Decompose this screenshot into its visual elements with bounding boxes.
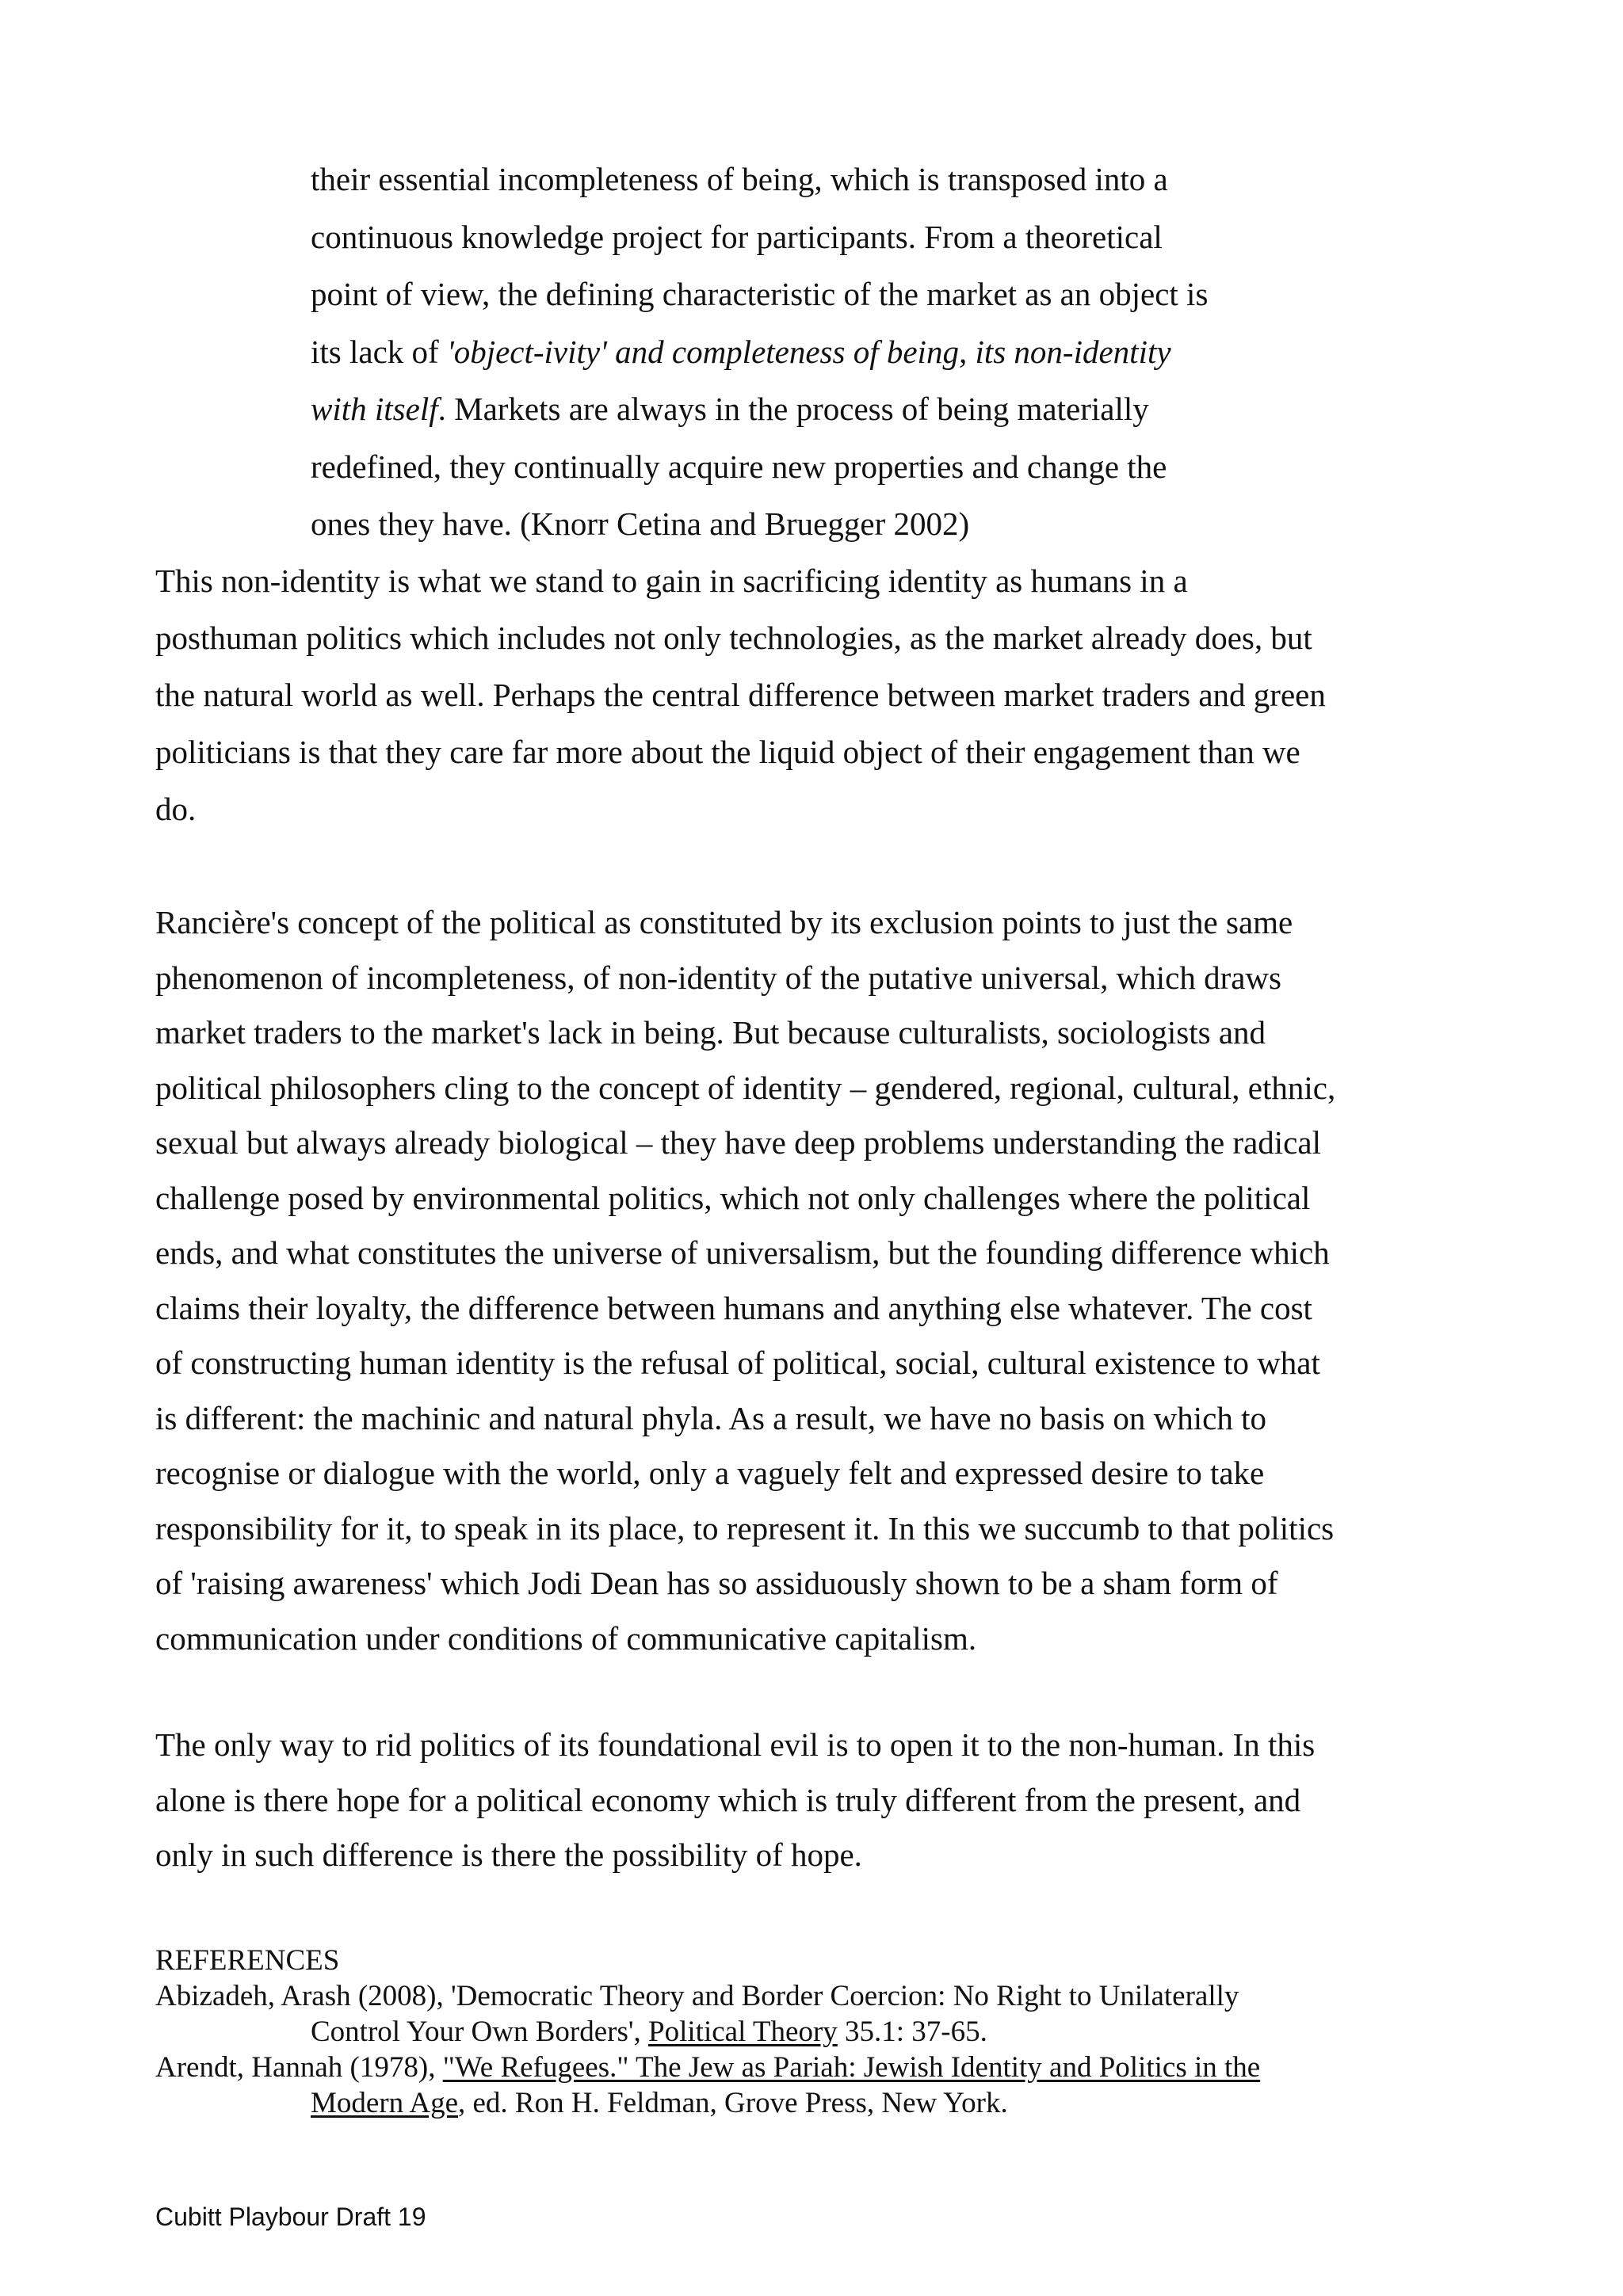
quote-line [311, 323, 1341, 381]
reference-text: , ed. Ron H. Feldman, Grove Press, New York. [458, 2087, 1008, 2119]
quote-text: its lack of [311, 333, 447, 370]
reference-book-title: Modern Age [311, 2087, 458, 2119]
paragraph-line: ends, and what constitutes the universe of universalism, but the founding difference which [155, 1234, 1330, 1271]
quote-line: continuous knowledge project for participants. From a theoretical [311, 218, 1163, 255]
paragraph-ranciere [155, 895, 1503, 1666]
paragraph-line: posthuman politics which includes not only technologies, as the market already does, but [155, 620, 1312, 656]
reference-text: Arendt, Hannah (1978), [155, 2051, 443, 2084]
quote-line: redefined, they continually acquire new properties and change the [311, 448, 1167, 485]
block-quote [311, 151, 1341, 553]
reference-entry [155, 2050, 1503, 2121]
references-section [155, 1943, 1503, 2121]
paragraph-line: Rancière's concept of the political as constituted by its exclusion points to just the same [155, 904, 1293, 940]
quote-line: their essential incompleteness of being, which is transposed into a [311, 161, 1168, 197]
paragraph-line: of constructing human identity is the refusal of political, social, cultural existence to what [155, 1344, 1320, 1381]
paragraph-line: of 'raising awareness' which Jodi Dean has so assiduously shown to be a sham form of [155, 1565, 1278, 1601]
paragraph-line: political philosophers cling to the concept of identity – gendered, regional, cultural, ethnic, [155, 1069, 1336, 1106]
paragraph-conclusion [155, 1718, 1503, 1883]
reference-text: Abizadeh, Arash (2008), 'Democratic Theory and Border Coercion: No Right to Unilaterally [155, 1980, 1239, 2012]
paragraph-line: challenge posed by environmental politics, which not only challenges where the political [155, 1179, 1311, 1216]
paragraph-line: communication under conditions of communicative capitalism. [155, 1619, 977, 1657]
paragraph-line: phenomenon of incompleteness, of non-identity of the putative universal, which draws [155, 959, 1281, 996]
paragraph-line: This non-identity is what we stand to gain in sacrificing identity as humans in a [155, 563, 1188, 599]
reference-journal-title: Political Theory [648, 2016, 838, 2048]
quote-line [311, 380, 1341, 438]
paragraph-line: only in such difference is there the possibility of hope. [155, 1836, 862, 1873]
reference-text: 35.1: 37-65. [837, 2016, 987, 2048]
paragraph-line: sexual but always already biological – they have deep problems understanding the radical [155, 1124, 1321, 1161]
paragraph-line: politicians is that they care far more about the liquid object of their engagement than we [155, 734, 1300, 770]
quote-text: . Markets are always in the process of being materially [437, 391, 1149, 427]
quote-italic-text: 'object-ivity' and completeness of being, its non-identity [446, 333, 1171, 370]
quote-line: point of view, the defining characteristic of the market as an object is [311, 276, 1209, 312]
paragraph-line: The only way to rid politics of its foundational evil is to open it to the non-human. In this [155, 1726, 1316, 1763]
paragraph-line: do. [155, 791, 197, 827]
paragraph-line: recognise or dialogue with the world, only a vaguely felt and expressed desire to take [155, 1455, 1265, 1491]
quote-line: ones they have. (Knorr Cetina and Bruegger 2002) [311, 505, 970, 542]
reference-text: Control Your Own Borders', [311, 2016, 649, 2048]
references-heading: REFERENCES [155, 1944, 340, 1977]
paragraph-line: is different: the machinic and natural phyla. As a result, we have no basis on which to [155, 1399, 1266, 1436]
paragraph-non-identity [155, 552, 1503, 837]
paragraph-line: claims their loyalty, the difference between humans and anything else whatever. The cost [155, 1289, 1312, 1326]
reference-entry [155, 1978, 1503, 2050]
reference-book-title: "We Refugees." The Jew as Pariah: Jewish Identity and Politics in the [442, 2051, 1261, 2084]
page-footer: Cubitt Playbour Draft 19 [155, 2203, 426, 2231]
paragraph-line: responsibility for it, to speak in its place, to represent it. In this we succumb to that politics [155, 1509, 1335, 1547]
paragraph-line: the natural world as well. Perhaps the central difference between market traders and green [155, 677, 1326, 713]
paragraph-line: market traders to the market's lack in being. But because culturalists, sociologists and [155, 1014, 1266, 1051]
quote-italic-text: with itself [311, 391, 438, 427]
paragraph-line: alone is there hope for a political economy which is truly different from the present, and [155, 1781, 1301, 1818]
